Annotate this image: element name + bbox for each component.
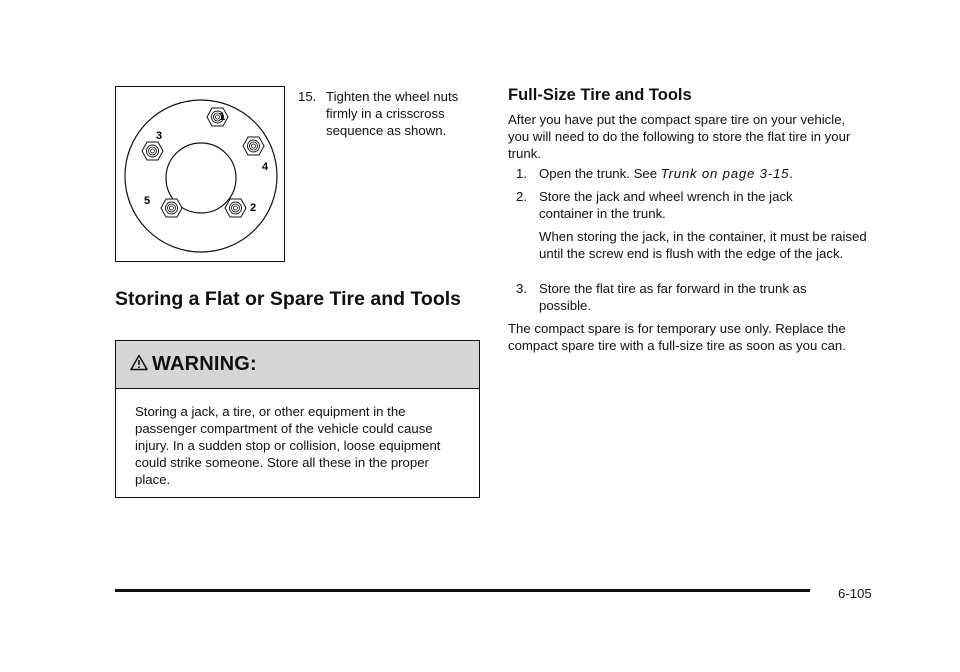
- list-item-3: [516, 280, 846, 314]
- page-number: 6-105: [838, 586, 872, 601]
- list-number: 2.: [516, 189, 527, 204]
- list-item-2: [516, 188, 846, 222]
- warning-header: [116, 341, 479, 389]
- nut-label-4: 4: [262, 161, 269, 173]
- footer-rule: [115, 589, 810, 592]
- wheel-nut-sequence-figure: [115, 86, 285, 262]
- warning-box: [115, 340, 480, 498]
- list-item-2-note: When storing the jack, in the container, it must be raised until the screw end is flush with the edge of the jack.: [539, 229, 867, 261]
- nut-label-1: 1: [219, 111, 226, 123]
- section-heading-storing: Storing a Flat or Spare Tire and Tools: [115, 288, 462, 310]
- list-text: Store the jack and wheel wrench in the jack container in the trunk.: [539, 189, 793, 221]
- step-number: 15.: [298, 89, 317, 104]
- warning-title: WARNING:: [152, 353, 257, 375]
- list-number: 3.: [516, 281, 527, 296]
- wheel-nut-4: [243, 137, 264, 155]
- list-text: [516, 165, 846, 182]
- wheel-nut-5: [161, 199, 182, 217]
- list-item-1: [516, 165, 846, 182]
- step-text: Tighten the wheel nuts firmly in a crisscross sequence as shown.: [326, 89, 459, 138]
- trunk-page-link[interactable]: Trunk on page 3-15: [660, 166, 790, 181]
- warning-triangle-icon: [130, 354, 148, 371]
- warning-text: Storing a jack, a tire, or other equipment in the passenger compartment of the vehicle could cause injury. In a sudden stop or collision, loose equipment could strike someone. Store all these in the proper place.: [135, 404, 441, 487]
- list-text-prefix: Open the trunk. See: [539, 166, 661, 181]
- nut-label-3: 3: [156, 130, 163, 142]
- list-text: Store the flat tire as far forward in the trunk as possible.: [539, 281, 807, 313]
- intro-paragraph: After you have put the compact spare tire on your vehicle, you will need to do the following to store the flat tire in your trunk.: [508, 112, 851, 161]
- closing-paragraph: The compact spare is for temporary use only. Replace the compact spare tire with a full-size tire as soon as you can.: [508, 321, 846, 353]
- wheel-diagram: [116, 87, 286, 263]
- list-number: 1.: [516, 166, 527, 181]
- wheel-nut-2: [225, 199, 246, 217]
- wheel-rim: [125, 100, 277, 252]
- nut-label-2: 2: [250, 202, 257, 214]
- wheel-nut-3: [142, 142, 163, 160]
- list-text-suffix: .: [789, 166, 793, 181]
- step-15: [298, 88, 478, 139]
- section-heading-full-size: Full-Size Tire and Tools: [508, 86, 692, 104]
- nut-label-5: 5: [144, 195, 151, 207]
